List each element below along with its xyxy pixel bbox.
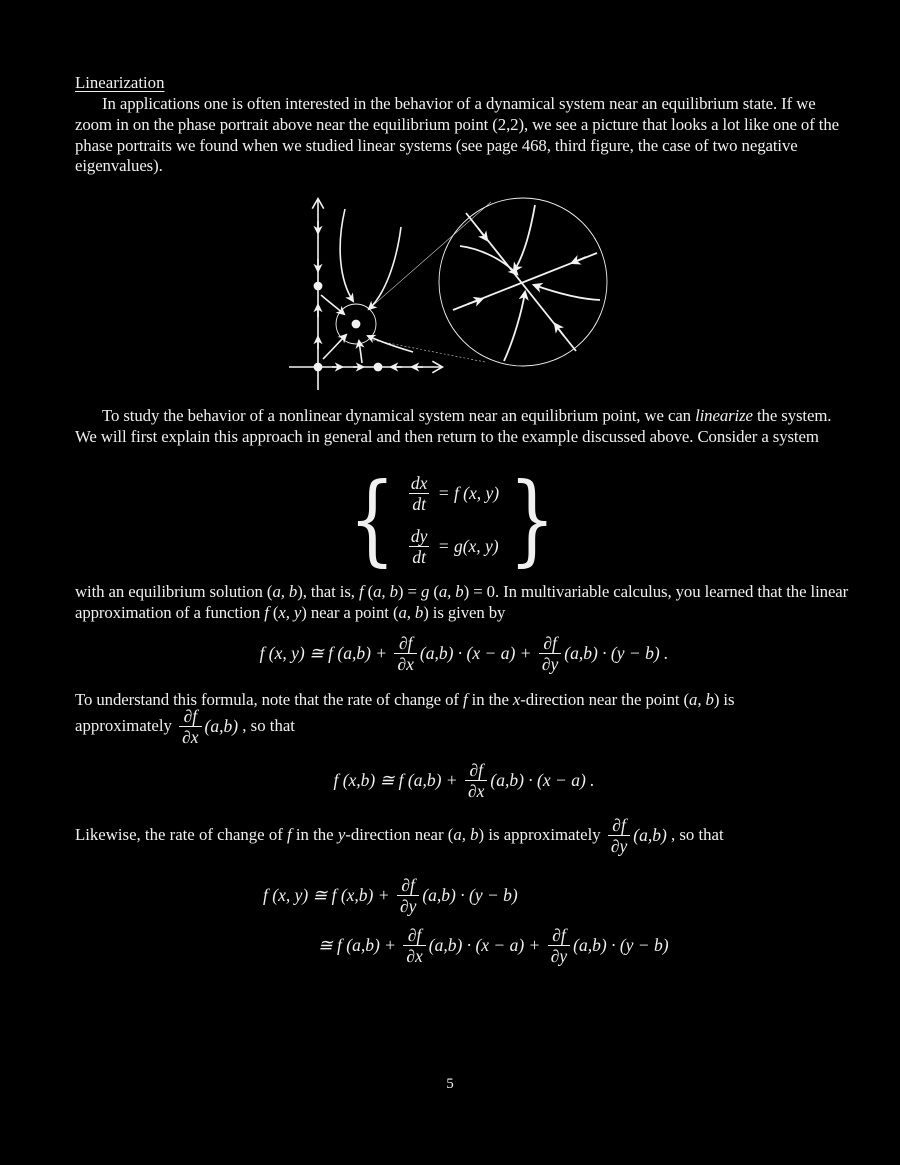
origin-equilibrium-dot (314, 363, 323, 372)
zoom-callout (370, 202, 491, 362)
line-approximately-dfdx (75, 707, 295, 747)
paragraph-x-direction: To understand this formula, note that the rate of change of f in the x-direction near the point (a, b) is (75, 690, 735, 709)
trajectory (514, 205, 535, 271)
trajectory (359, 341, 362, 363)
left-brace: { (348, 463, 396, 578)
inline-partial-dfdy: $\frac{\partial f}{\partial y}$ (a,b) (605, 816, 667, 856)
trajectory (504, 292, 525, 361)
trajectory (534, 285, 600, 300)
equation-y-approximation: f (x, y) ≅ f (x,b) + $\frac{\partial f}{\partial y}$ (a,b) · (y − b) (263, 875, 518, 917)
right-brace: } (508, 463, 556, 578)
flow-arrow-icon (555, 324, 564, 336)
page-number: 5 (446, 1076, 454, 1092)
text-likewise: Likewise, the rate of change of f in the y-direction near (a, b) is approximately (75, 825, 605, 845)
paragraph-linearize: To study the behavior of a nonlinear dynamical system near an equilibrium point, we can linearize the system. We will first explain this approach in general and then return to the example discussed above. Consider a system (75, 406, 832, 446)
equation-x-approximation: f (x,b) ≅ f (a,b) + $\frac{\partial f}{\partial x}$ (a,b) · (x − a) . (333, 760, 595, 802)
phase-portrait-figure (283, 189, 625, 396)
equation-linear-approximation: f (x, y) ≅ f (a,b) + $\frac{\partial f}{\partial x}$ (a,b) · (x − a) + $\frac{\partial f}{\partial y}$ (a,b) · (y − b) . (259, 633, 669, 675)
trajectory (460, 246, 517, 274)
inline-partial-dfdx: $\frac{\partial f}{\partial x}$ (a,b) (176, 707, 238, 747)
zoom-cone-line (373, 340, 485, 362)
equation-system (63, 463, 841, 578)
equation-dx-dt: $\frac{dx}{dt}$ = f (x, y) (410, 473, 500, 515)
node-equilibrium-dot (352, 320, 361, 329)
paragraph-intro: In applications one is often interested in the behavior of a dynamical system near an equilibrium state. If we zoom in on the phase portrait above near the equilibrium point (2,2), we see a picture that looks a lot like one of the phase portraits we found when we studied linear systems (see page 468, third figure, the case of two negative eigenvalues). (75, 94, 840, 176)
line-likewise-dfdy (75, 816, 724, 856)
paragraph-equilibrium: with an equilibrium solution (a, b), that is, f (a, b) = g (a, b) = 0. In multivariable calculus, you learned that the linear approximation of a function f (x, y) near a point (a, b) is given by (75, 582, 849, 622)
mini-phase-portrait (289, 200, 441, 390)
trajectory (368, 336, 413, 352)
zoom-cone-line (370, 202, 491, 308)
y-axis-equilibrium-dot (314, 282, 323, 291)
page-title: Linearization (75, 73, 165, 92)
x-axis-equilibrium-dot (374, 363, 383, 372)
flow-arrow-icon (468, 299, 482, 304)
equation-dy-dt: $\frac{dy}{dt}$ = g(x, y) (410, 525, 499, 568)
text-approximately: approximately (75, 716, 177, 736)
equation-combined-approximation: ≅ f (a,b) + $\frac{\partial f}{\partial x}$ (a,b) · (x − a) + $\frac{\partial f}{\partial y}$ (a,b) · (y − b) (318, 925, 669, 967)
text-so-that: , so that (666, 825, 724, 845)
trajectory (369, 227, 401, 309)
flow-arrow-icon (572, 257, 586, 263)
trajectory (340, 209, 353, 301)
flow-arrow-icon (478, 228, 487, 240)
linearized-node-portrait (439, 198, 607, 366)
text-so-that: , so that (238, 716, 295, 736)
